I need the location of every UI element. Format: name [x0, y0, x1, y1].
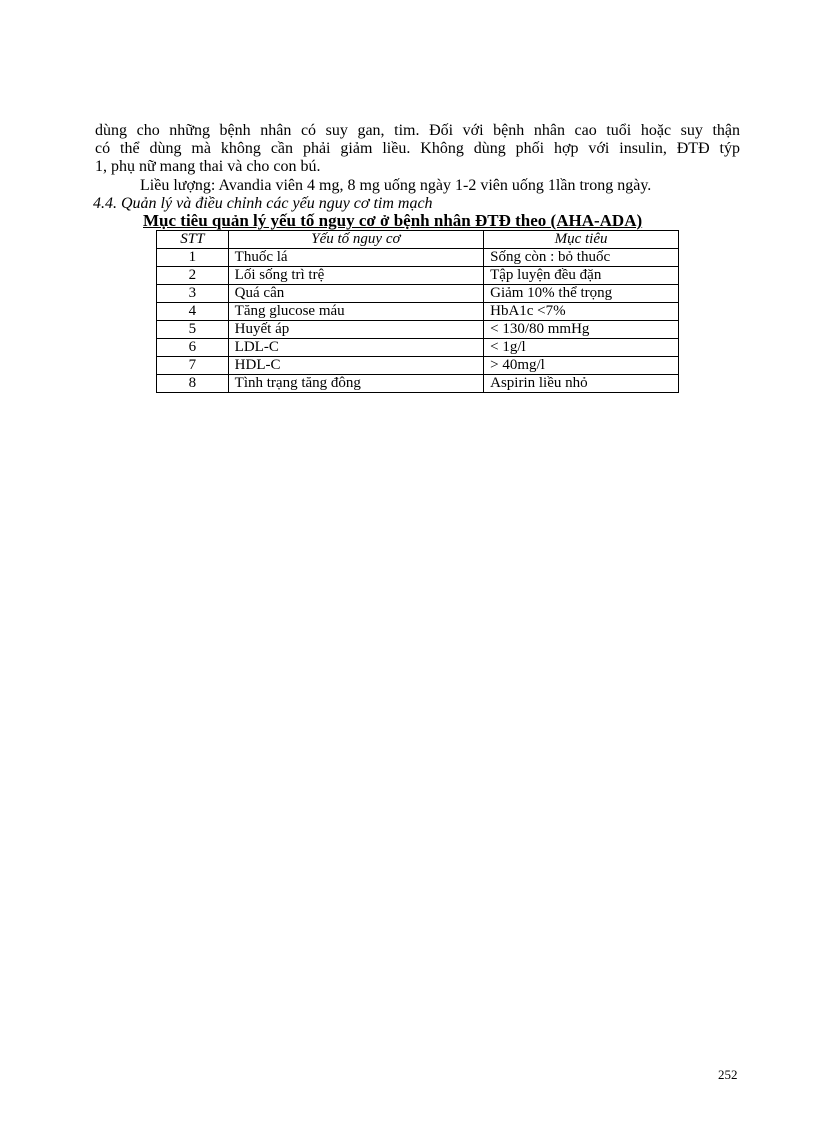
table-row: [157, 267, 679, 285]
table-row: [157, 375, 679, 393]
paragraph-line-3: 1, phụ nữ mang thai và cho con bú.: [95, 158, 321, 175]
row-stt: 3: [157, 285, 229, 303]
row-factor: Tình trạng tăng đông: [228, 375, 483, 393]
header-factor: Yếu tố nguy cơ: [228, 231, 483, 249]
table-row: [157, 321, 679, 339]
dosage-line: Liều lượng: Avandia viên 4 mg, 8 mg uống ngày 1-2 viên uống 1lần trong ngày.: [140, 177, 652, 194]
page-number: 252: [718, 1067, 738, 1082]
row-stt: 1: [157, 249, 229, 267]
row-stt: 8: [157, 375, 229, 393]
header-target: Mục tiêu: [484, 231, 679, 249]
row-stt: 4: [157, 303, 229, 321]
row-factor: Quá cân: [228, 285, 483, 303]
paragraph-line-2: có thể dùng mà không cần phải giảm liều. Không dùng phối hợp với insulin, ĐTĐ týp: [95, 140, 740, 157]
table-header-row: [157, 231, 679, 249]
table-row: [157, 303, 679, 321]
row-factor: Huyết áp: [228, 321, 483, 339]
row-factor: LDL-C: [228, 339, 483, 357]
row-target: Aspirin liều nhỏ: [484, 375, 679, 393]
table-title: Mục tiêu quản lý yếu tố nguy cơ ở bệnh nhân ĐTĐ theo (AHA-ADA): [143, 211, 643, 230]
row-target: Tập luyện đều đặn: [484, 267, 679, 285]
row-stt: 6: [157, 339, 229, 357]
row-target: Giảm 10% thể trọng: [484, 285, 679, 303]
row-target: < 1g/l: [484, 339, 679, 357]
row-stt: 5: [157, 321, 229, 339]
row-factor: Thuốc lá: [228, 249, 483, 267]
row-target: > 40mg/l: [484, 357, 679, 375]
table-row: [157, 285, 679, 303]
section-heading: 4.4. Quản lý và điều chỉnh các yếu nguy cơ tim mạch: [93, 195, 433, 212]
table-row: [157, 249, 679, 267]
header-stt: STT: [157, 231, 229, 249]
table-row: [157, 357, 679, 375]
row-target: < 130/80 mmHg: [484, 321, 679, 339]
row-factor: Lối sống trì trệ: [228, 267, 483, 285]
row-stt: 2: [157, 267, 229, 285]
row-factor: HDL-C: [228, 357, 483, 375]
row-target: HbA1c <7%: [484, 303, 679, 321]
row-target: Sống còn : bỏ thuốc: [484, 249, 679, 267]
row-stt: 7: [157, 357, 229, 375]
table-row: [157, 339, 679, 357]
paragraph-line-1: dùng cho những bệnh nhân có suy gan, tim. Đối với bệnh nhân cao tuổi hoặc suy thận: [95, 122, 740, 139]
risk-factor-table: [156, 230, 679, 393]
row-factor: Tăng glucose máu: [228, 303, 483, 321]
